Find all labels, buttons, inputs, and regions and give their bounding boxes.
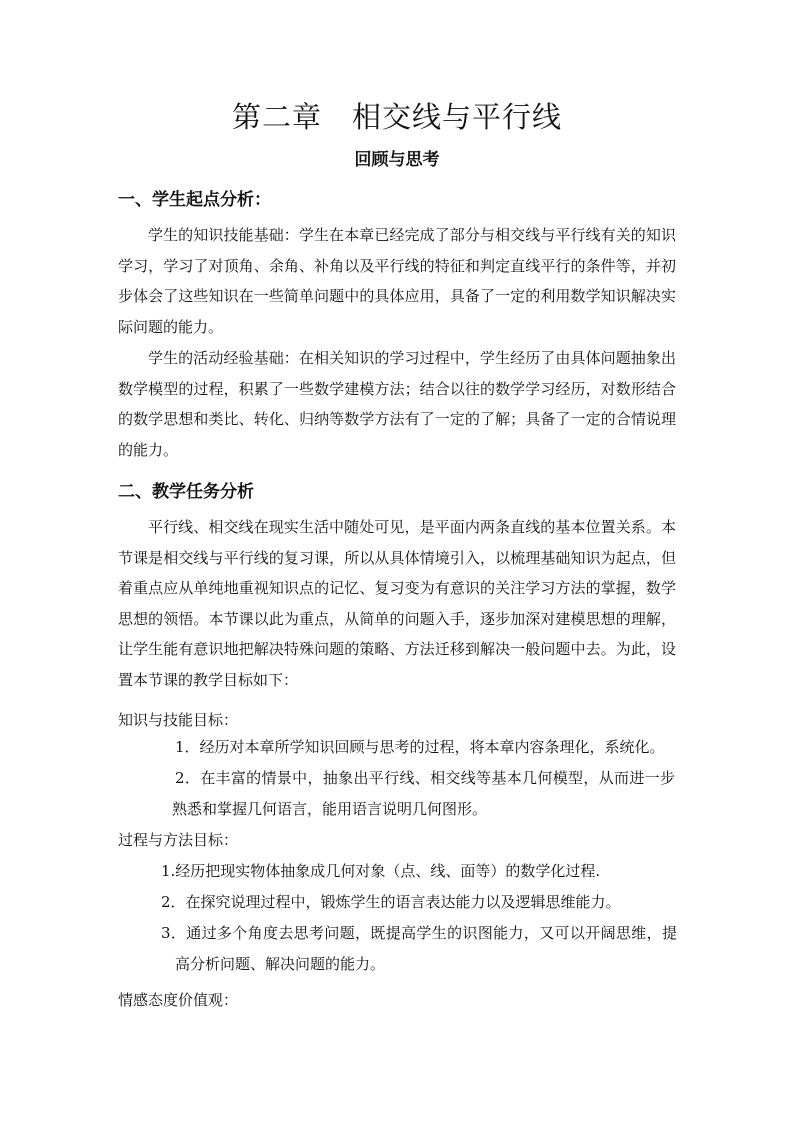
paragraph-knowledge-foundation: 学生的知识技能基础：学生在本章已经完成了部分与相交线与平行线有关的知识学习，学习了对顶角、余角、补角以及平行线的特征和判定直线平行的条件等，并初步体会了这些知识在一些简单问题中的具体应用，具备了一定的利用数学知识解决实际问题的能力。	[118, 226, 676, 336]
label-process-method-goals: 过程与方法目标：	[118, 831, 239, 849]
section-heading-teaching-task: 二、教学任务分析	[118, 482, 254, 502]
knowledge-goal-item: 1．经历对本章所学知识回顾与思考的过程，将本章内容条理化，系统化。	[175, 738, 665, 756]
process-goal-item: 2．在探究说理过程中，锻炼学生的语言表达能力以及逻辑思维能力。	[161, 893, 621, 911]
label-emotion-attitude-values: 情感态度价值观：	[118, 991, 239, 1009]
process-goal-item: 3．通过多个角度去思考问题，既提高学生的识图能力，又可以开阔思维，提高分析问题、解决问题的能力。	[161, 924, 677, 973]
chapter-title: 第二章 相交线与平行线	[231, 100, 562, 134]
lesson-subtitle: 回顾与思考	[354, 150, 440, 170]
section-heading-student-analysis: 一、学生起点分析：	[118, 190, 271, 210]
paragraph-teaching-task: 平行线、相交线在现实生活中随处可见，是平面内两条直线的基本位置关系。本节课是相交线与平行线的复习课，所以从具体情境引入，以梳理基础知识为起点，但着重点应从单纯地重视知识点的记忆、复习变为有意识的关注学习方法的掌握，数学思想的领悟。本节课以此为重点，从简单的问题入手，逐步加深对建模思想的理解，让学生能有意识地把解决特殊问题的策略、方法迁移到解决一般问题中去。为此，设置本节课的教学目标如下：	[118, 518, 676, 689]
paragraph-activity-experience: 学生的活动经验基础：在相关知识的学习过程中，学生经历了由具体问题抽象出数学模型的过程，积累了一些数学建模方法；结合以往的数学学习经历，对数形结合的数学思想和类比、转化、归纳等数学方法有了一定的了解；具备了一定的合情说理的能力。	[118, 349, 676, 459]
process-goal-item: 1.经历把现实物体抽象成几何对象（点、线、面等）的数学化过程.	[161, 862, 601, 880]
knowledge-goal-item: 2．在丰富的情景中，抽象出平行线、相交线等基本几何模型，从而进一步熟悉和掌握几何语言，能用语言说明几何图形。	[172, 769, 675, 818]
label-knowledge-skill-goals: 知识与技能目标：	[118, 711, 239, 729]
